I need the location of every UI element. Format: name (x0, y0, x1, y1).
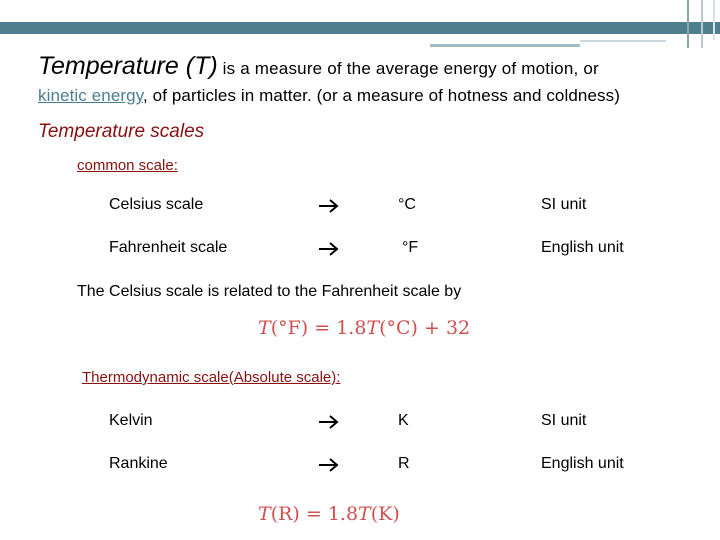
accent-line (430, 44, 580, 47)
unit-system: English unit (541, 455, 624, 472)
scale-name: Kelvin (109, 412, 153, 429)
scale-row-celsius (0, 196, 720, 220)
arrow-icon (318, 455, 340, 473)
celsius-fahrenheit-formula: T(°F) = 1.8T(°C) + 32 (258, 317, 471, 339)
scale-unit: K (398, 412, 409, 429)
definition-text-2: , of particles in matter. (or a measure of hotness and coldness) (143, 86, 620, 105)
slide-top-band (0, 22, 720, 34)
arrow-icon (318, 239, 340, 257)
slide-top-bar (0, 0, 720, 26)
scale-name: Celsius scale (109, 196, 204, 213)
relation-text: The Celsius scale is related to the Fahrenheit scale by (77, 283, 462, 300)
scale-unit: °C (398, 196, 416, 213)
term-temperature: Temperature (T) (38, 52, 218, 80)
rankine-kelvin-formula: T(R) = 1.8T(K) (258, 503, 400, 525)
scale-name: Fahrenheit scale (109, 239, 228, 256)
scale-row-fahrenheit (0, 239, 720, 263)
scale-row-kelvin (0, 412, 720, 436)
scales-title: Temperature scales (38, 121, 205, 142)
accent-line-light (580, 40, 666, 42)
unit-system: English unit (541, 239, 624, 256)
definition-text-1: is a measure of the average energy of motion, or (217, 59, 599, 78)
common-scale-label: common scale: (77, 157, 178, 174)
unit-system: SI unit (541, 412, 587, 429)
corner-decoration (680, 0, 720, 50)
kinetic-energy-link[interactable]: kinetic energy (38, 86, 144, 105)
thermodynamic-scale-label: Thermodynamic scale(Absolute scale): (82, 369, 341, 386)
definition-line-2 (38, 86, 620, 106)
scale-name: Rankine (109, 455, 168, 472)
arrow-icon (318, 196, 340, 214)
unit-system: SI unit (541, 196, 587, 213)
definition-heading (38, 52, 599, 81)
scale-unit: °F (402, 239, 419, 256)
scale-row-rankine (0, 455, 720, 479)
scale-unit: R (398, 455, 410, 472)
arrow-icon (318, 412, 340, 430)
